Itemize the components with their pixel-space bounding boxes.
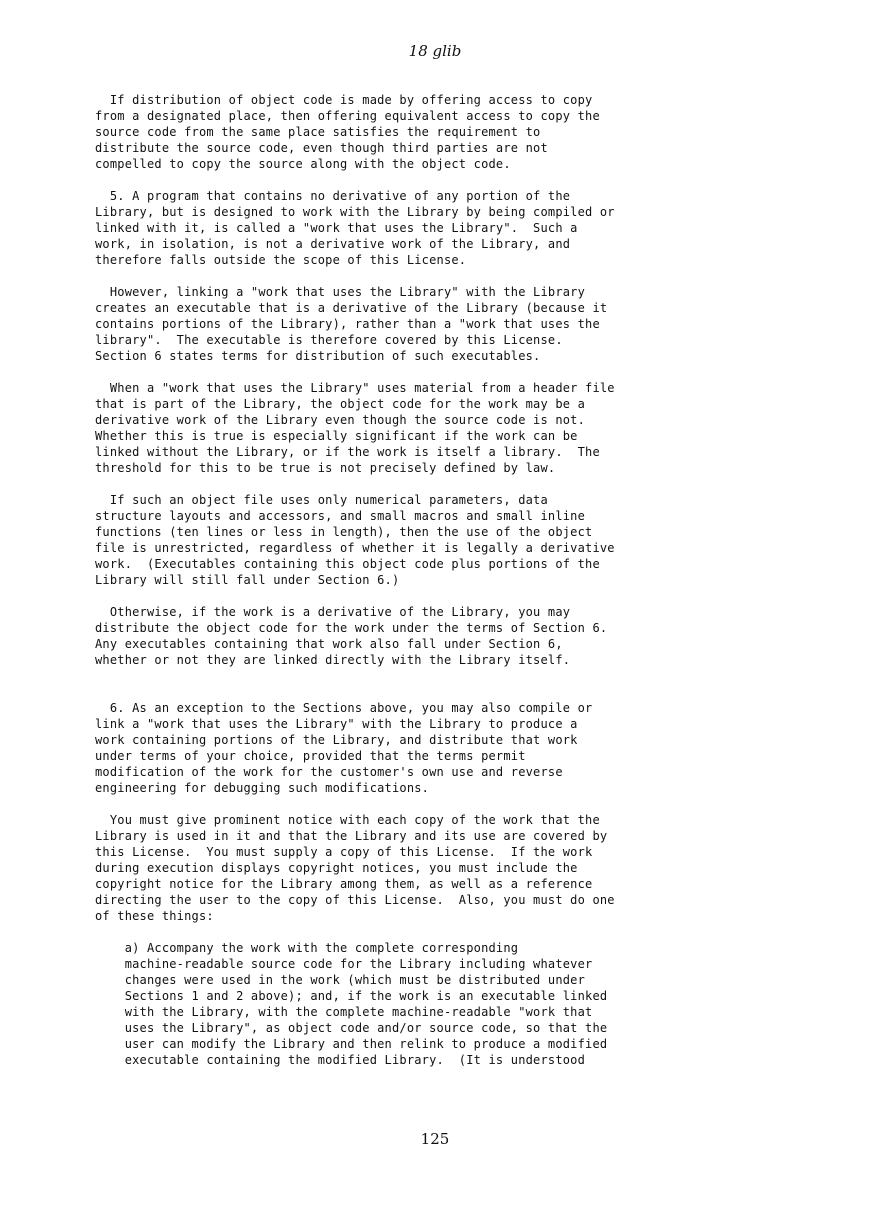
paragraph-item-a: a) Accompany the work with the complete corresponding machine-readable source code for the Library including whatever changes were used in the work (which must be distributed under Sections 1 and 2 above); and, if the work is an executable linked with the Library, with the complete machine-readable "work that uses the Library", as object code and/or source code, so that the user can modify the Library and then relink to produce a modified executable containing the modified Library. (It is understood bbox=[124, 941, 608, 1067]
paragraph-gap bbox=[95, 172, 715, 188]
paragraph-gap bbox=[95, 268, 715, 284]
paragraph-gap bbox=[95, 924, 715, 940]
paragraph-gap bbox=[95, 476, 715, 492]
paragraph-section-6: 6. As an exception to the Sections above, you may also compile or link a "work that uses the Library" with the Library to produce a work containing portions of the Library, and distribute that work under terms of your choice, provided that the terms permit modification of the work for the customer's own use and reverse engineering for debugging such modifications. bbox=[95, 701, 593, 795]
paragraph-gap bbox=[95, 588, 715, 604]
paragraph-prominent-notice: You must give prominent notice with each copy of the work that the Library is used in it and that the Library and its use are covered by this License. You must supply a copy of this License. If the work during execution displays copyright notices, you must include the copyright notice for the Library among them, as well as a reference directing the user to the copy of this License. Also, you must do one of these things: bbox=[95, 813, 615, 923]
paragraph-numerical-parameters: If such an object file uses only numerical parameters, data structure layouts and accessors, and small macros and small inline functions (ten lines or less in length), then the use of the object file is unrestricted, regardless of whether it is legally a derivative work. (Executables containing this object code plus portions of the Library will still fall under Section 6.) bbox=[95, 493, 615, 587]
paragraph-header-file: When a "work that uses the Library" uses material from a header file that is part of the Library, the object code for the work may be a derivative work of the Library even though the source code is not. Whether this is true is especially significant if the work can be linked without the Library, or if the work is itself a library. The threshold for this to be true is not precisely defined by law. bbox=[95, 381, 615, 475]
paragraph-gap bbox=[95, 364, 715, 380]
paragraph-linking-executable: However, linking a "work that uses the Library" with the Library creates an executable that is a derivative of the Library (because it contains portions of the Library), rather than a "work that uses the library". The executable is therefore covered by this License. Section 6 states terms for distribution of such executables. bbox=[95, 285, 608, 363]
page-number: 125 bbox=[420, 1130, 450, 1148]
running-header: 18 glib bbox=[408, 42, 462, 60]
paragraph-object-code-access: If distribution of object code is made by offering access to copy from a designated place, then offering equivalent access to copy the source code from the same place satisfies the requirement to distribute the source code, even though third parties are not compelled to copy the source along with the object code. bbox=[95, 93, 600, 171]
paragraph-otherwise-derivative: Otherwise, if the work is a derivative of the Library, you may distribute the object code for the work under the terms of Section 6. Any executables containing that work also fall under Section 6, whether or not they are linked directly with the Library itself. bbox=[95, 605, 608, 667]
paragraph-gap bbox=[95, 796, 715, 812]
section-gap bbox=[95, 668, 715, 700]
document-body bbox=[95, 92, 715, 1068]
paragraph-section-5: 5. A program that contains no derivative of any portion of the Library, but is designed to work with the Library by being compiled or linked with it, is called a "work that uses the Library". Such a work, in isolation, is not a derivative work of the Library, and therefore falls outside the scope of this License. bbox=[95, 189, 615, 267]
